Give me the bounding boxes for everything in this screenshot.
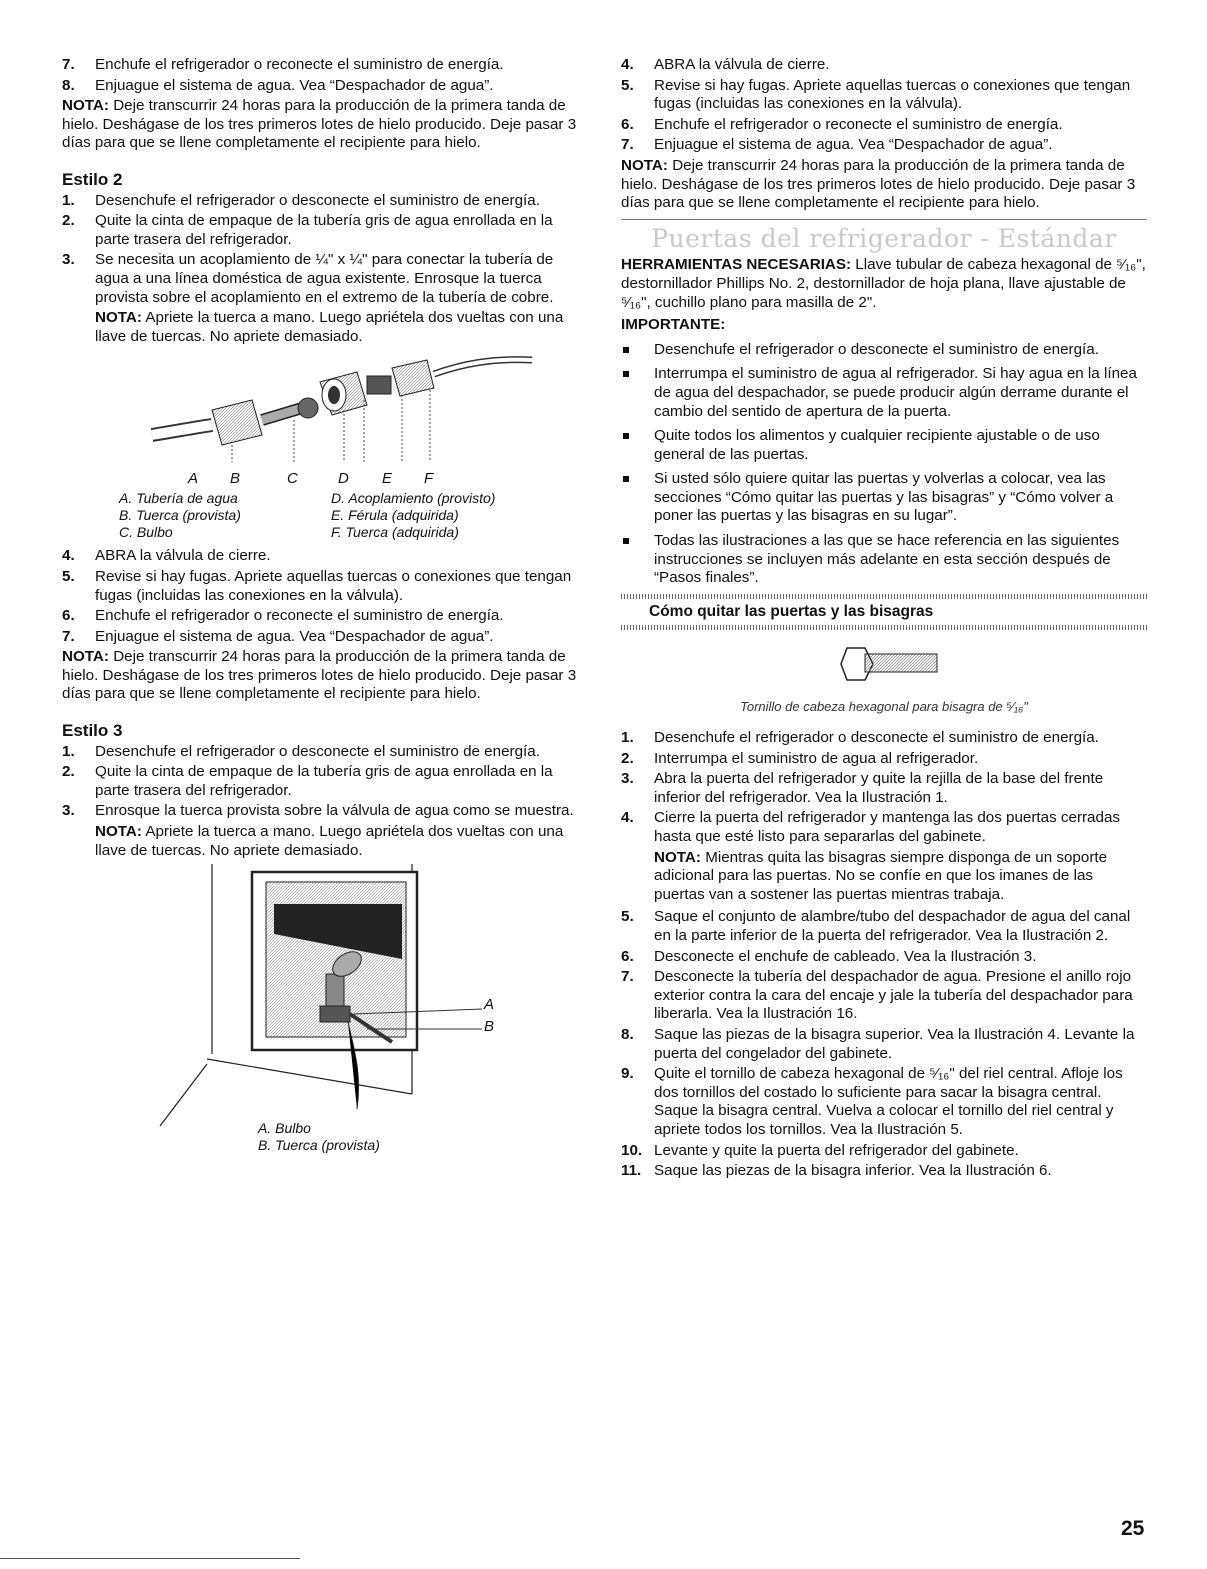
- list-item: 2. Interrumpa el suministro de agua al refrigerador.: [621, 749, 979, 767]
- list-item: 4. ABRA la válvula de cierre.: [62, 547, 271, 565]
- style2-heading: Estilo 2: [62, 169, 123, 189]
- bullet-icon: [623, 347, 629, 353]
- bullet-item: Interrumpa el suministro de agua al refrigerador. Si hay agua en la línea de agua del despachador, se puede producir algún derrame durante el cambio del sentido de apertura de la puerta.: [621, 365, 1147, 421]
- list-item: 3. Abra la puerta del refrigerador y quite la rejilla de la base del frente inferior del refrigerador. Vea la Ilustración 1.: [621, 770, 1104, 806]
- list-item: 6. Desconecte el enchufe de cableado. Vea la Ilustración 3.: [621, 947, 1037, 965]
- list-item: 4. Cierre la puerta del refrigerador y mantenga las dos puertas cerradas hasta que esté listo para separarlas del gabinete.: [621, 809, 1120, 845]
- bullet-item: Si usted sólo quiere quitar las puertas y volverlas a colocar, vea las secciones “Cómo quitar las puertas y las bisagras” y “Cómo volver a poner las puertas y las bisagras en su lugar”.: [621, 470, 1147, 526]
- list-item: 10. Levante y quite la puerta del refrigerador del gabinete.: [621, 1141, 1019, 1159]
- list-item: 3. Se necesita un acoplamiento de ¼" x ¼" para conectar la tubería de agua a una línea doméstica de agua existente. Enrosque la tuerca provista sobre el acoplamiento en el extremo de la tubería de cobre.: [62, 251, 554, 306]
- bullet-icon: [623, 476, 629, 482]
- tools-needed: HERRAMIENTAS NECESARIAS: Llave tubular de cabeza hexagonal de ⁵⁄₁₆", destornillador Phillips No. 2, destornillador de hoja plana, llave ajustable de ⁵⁄₁₆", cuchillo plano para masilla de 2".: [621, 256, 1146, 311]
- bullet-icon: [623, 433, 629, 439]
- list-item: 11. Saque las piezas de la bisagra inferior. Vea la Ilustración 6.: [621, 1162, 1052, 1180]
- list-item: 7. Enchufe el refrigerador o reconecte el suministro de energía.: [62, 56, 504, 73]
- coupling-illustration: [62, 350, 586, 470]
- list-item: 2. Quite la cinta de empaque de la tubería gris de agua enrollada en la parte trasera del refrigerador.: [62, 763, 553, 799]
- list-item: 7. Enjuague el sistema de agua. Vea “Despachador de agua”.: [62, 627, 494, 645]
- right-column: [621, 56, 1147, 1183]
- list-item: 5. Revise si hay fugas. Apriete aquellas tuercas o conexiones que tengan fugas (incluidas las conexiones en la válvula).: [62, 567, 572, 604]
- figure-legend: A. Bulbo B. Tuerca (provista): [258, 1120, 380, 1154]
- list-item: 4. ABRA la válvula de cierre.: [621, 56, 830, 73]
- list-item: 5. Revise si hay fugas. Apriete aquellas tuercas o conexiones que tengan fugas (incluidas las conexiones en la válvula).: [621, 76, 1131, 113]
- note: NOTA: Deje transcurrir 24 horas para la producción de la primera tanda de hielo. Deshágase de los tres primeros lotes de hielo producido. Deje pasar 3 días para que se llene completamente el recipiente para hielo.: [62, 97, 577, 152]
- list-item: 1. Desenchufe el refrigerador o desconecte el suministro de energía.: [621, 729, 1099, 747]
- bullet-item: Desenchufe el refrigerador o desconecte el suministro de energía.: [621, 341, 1147, 360]
- note: NOTA: Mientras quita las bisagras siempre disponga de un soporte adicional para las puertas. No se confíe en que los imanes de las puertas van a sostener las puertas mientras trabaja.: [654, 848, 1108, 903]
- figure-letters: A B C D E F: [188, 470, 434, 488]
- footer-rule: [0, 1558, 300, 1559]
- style3-heading: Estilo 3: [62, 721, 123, 741]
- list-item: 6. Enchufe el refrigerador o reconecte el suministro de energía.: [62, 607, 504, 625]
- note: NOTA: Deje transcurrir 24 horas para la producción de la primera tanda de hielo. Deshágase de los tres primeros lotes de hielo producido. Deje pasar 3 días para que se llene completamente el recipiente para hielo.: [62, 648, 577, 703]
- valve-figure: A B A. Bulbo B. Tuerca (provista): [62, 864, 586, 1154]
- list-item: 2. Quite la cinta de empaque de la tubería gris de agua enrollada en la parte trasera del refrigerador.: [62, 212, 553, 248]
- page-number: 25: [1121, 1517, 1145, 1540]
- list-item: 5. Saque el conjunto de alambre/tubo del despachador de agua del canal en la parte inferior de la puerta del refrigerador. Vea la Ilustración 2.: [621, 908, 1131, 944]
- list-item: 6. Enchufe el refrigerador o reconecte el suministro de energía.: [621, 115, 1063, 133]
- important-label: IMPORTANTE:: [621, 316, 726, 334]
- list-item: 3. Enrosque la tuerca provista sobre la válvula de agua como se muestra.: [62, 802, 574, 820]
- note: NOTA: Apriete la tuerca a mano. Luego apriétela dos vueltas con una llave de tuercas. No apriete demasiado.: [95, 309, 564, 345]
- screw-caption: Tornillo de cabeza hexagonal para bisagra de ⁵⁄₁₆": [740, 699, 1028, 715]
- coupling-figure: [62, 350, 586, 470]
- note: NOTA: Apriete la tuerca a mano. Luego apriétela dos vueltas con una llave de tuercas. No apriete demasiado.: [95, 823, 564, 859]
- valve-illustration: [62, 864, 586, 1154]
- screw-figure: [621, 640, 1147, 692]
- bullet-item: Todas las ilustraciones a las que se hace referencia en las siguientes instrucciones se incluyen más adelante en esta sección después de “Pasos finales”.: [621, 532, 1147, 588]
- bullet-item: Quite todos los alimentos y cualquier recipiente ajustable o de uso general de las puertas.: [621, 427, 1147, 464]
- hex-screw-icon: [621, 640, 1147, 692]
- list-item: 8. Enjuague el sistema de agua. Vea “Despachador de agua”.: [62, 76, 494, 94]
- bullet-icon: [623, 371, 629, 377]
- list-item: 7. Enjuague el sistema de agua. Vea “Despachador de agua”.: [621, 136, 1053, 154]
- figure-legend: A. Tubería de agua D. Acoplamiento (provisto) B. Tuerca (provista) E. Férula (adquirida) C. Bulbo F. Tuerca (adquirida): [119, 490, 496, 541]
- divider: [621, 219, 1147, 220]
- list-item: 1. Desenchufe el refrigerador o desconecte el suministro de energía.: [62, 191, 540, 209]
- divider: [621, 625, 1147, 630]
- list-item: 8. Saque las piezas de la bisagra superior. Vea la Ilustración 4. Levante la puerta del congelador del gabinete.: [621, 1025, 1135, 1062]
- note: NOTA: Deje transcurrir 24 horas para la producción de la primera tanda de hielo. Deshágase de los tres primeros lotes de hielo producido. Deje pasar 3 días para que se llene completamente el recipiente para hielo.: [621, 156, 1136, 212]
- subheading: Cómo quitar las puertas y las bisagras: [649, 602, 934, 620]
- list-item: 7. Desconecte la tubería del despachador de agua. Presione el anillo rojo exterior contra la cara del encaje y jale la tubería del despachador para liberarla. Vea la Ilustración 16.: [621, 968, 1133, 1023]
- bullet-icon: [623, 538, 629, 544]
- section-title: Puertas del refrigerador - Estándar: [651, 223, 1117, 253]
- list-item: 9. Quite el tornillo de cabeza hexagonal de ⁵⁄₁₆" del riel central. Afloje los dos tornillos del costado lo suficiente para sacar la bisagra central. Saque la bisagra central. Vuelva a colocar el tornillo del riel central y apriete todos los tornillos. Vea la Ilustración 5.: [621, 1065, 1123, 1138]
- list-item: 1. Desenchufe el refrigerador o desconecte el suministro de energía.: [62, 742, 540, 760]
- left-column: [62, 56, 586, 1154]
